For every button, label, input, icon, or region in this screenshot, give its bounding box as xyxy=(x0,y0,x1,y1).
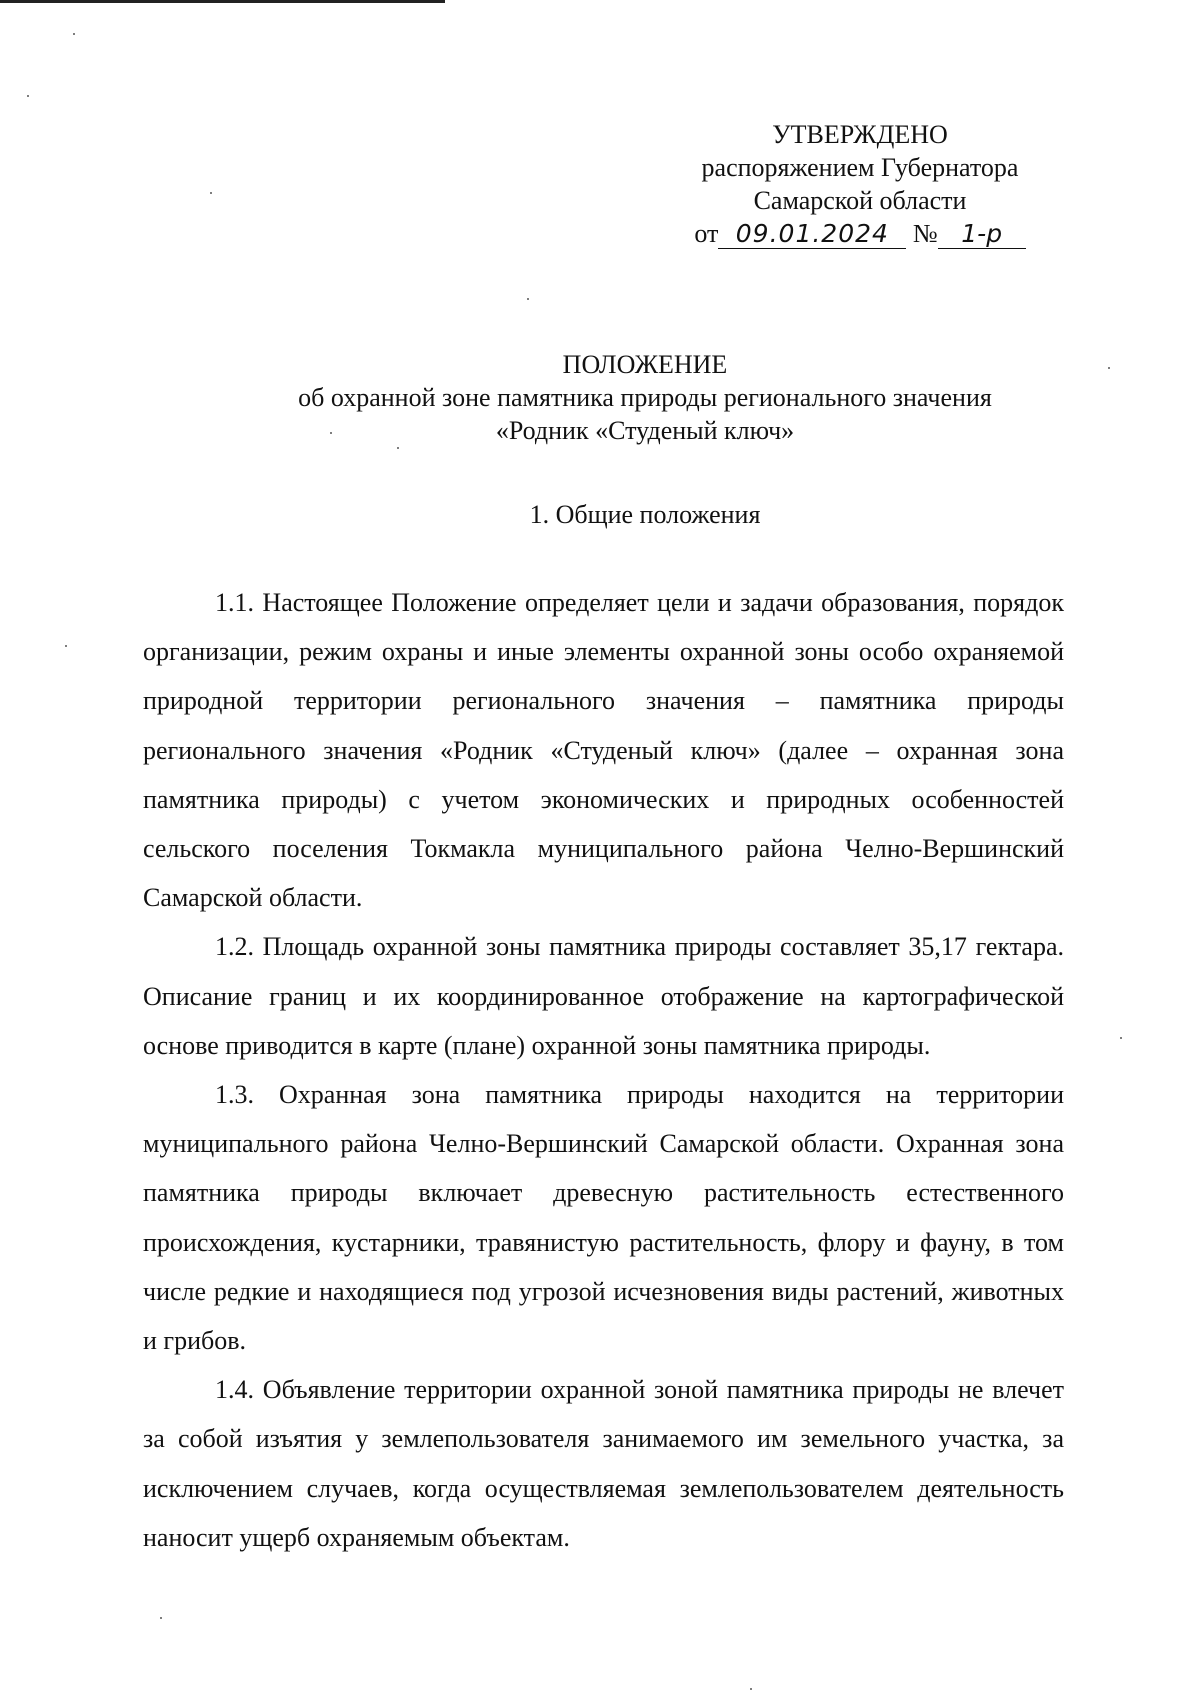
scan-speck xyxy=(750,1688,752,1690)
document-subtitle-line-1: об охранной зоне памятника природы регионального значения xyxy=(298,383,992,412)
scan-speck xyxy=(1120,1037,1122,1039)
approval-region: Самарской области xyxy=(753,186,967,215)
date-prefix: от xyxy=(694,219,719,248)
handwritten-number: 1-р xyxy=(938,220,1026,249)
document-title-block xyxy=(145,348,1145,447)
top-border-line xyxy=(0,0,445,3)
paragraph-1-3: 1.3. Охранная зона памятника природы находится на территории муниципального района Челно-Вершинский Самарской области. Охранная зона памятника природы включает древесную растительность естественного происхождения, кустарники, травянистую растительность, флору и фауну, в том числе редкие и находящиеся под угрозой исчезновения виды растений, животных и грибов. xyxy=(143,1080,1064,1356)
approval-stamp-block xyxy=(680,118,1040,250)
scan-speck xyxy=(65,645,67,647)
scan-speck xyxy=(397,447,399,449)
paragraph-1-1: 1.1. Настоящее Положение определяет цели и задачи образования, порядок организации, режим охраны и иные элементы охранной зоны особо охраняемой природной территории регионального значения – памятника природы регионального значения «Родник «Студеный ключ» (далее – охранная зона памятника природы) с учетом экономических и природных особенностей сельского поселения Токмакла муниципального района Челно-Вершинский Самарской области. xyxy=(143,588,1064,913)
paragraph-1-4: 1.4. Объявление территории охранной зоной памятника природы не влечет за собой изъятия у землепользователя занимаемого им земельного участка, за исключением случаев, когда осуществляемая землепользователем деятельность наносит ущерб охраняемым объектам. xyxy=(143,1375,1064,1552)
approval-title: УТВЕРЖДЕНО xyxy=(772,120,948,149)
scan-speck xyxy=(527,298,529,300)
handwritten-date: 09.01.2024 xyxy=(718,220,906,249)
scan-speck xyxy=(160,1617,162,1619)
approval-date-number-line xyxy=(680,217,1040,250)
scan-speck xyxy=(210,192,212,194)
document-body xyxy=(143,578,1064,1562)
document-title: ПОЛОЖЕНИЕ xyxy=(562,350,728,379)
scan-speck xyxy=(73,33,75,35)
number-prefix: № xyxy=(912,219,938,248)
paragraph-1-2: 1.2. Площадь охранной зоны памятника природы составляет 35,17 гектара. Описание границ и их координированное отображение на картографической основе приводится в карте (плане) охранной зоны памятника природы. xyxy=(143,932,1064,1060)
document-subtitle-line-2: «Родник «Студеный ключ» xyxy=(495,416,795,445)
approval-issuer: распоряжением Губернатора xyxy=(701,153,1019,182)
section-heading: 1. Общие положения xyxy=(529,500,761,529)
scan-speck xyxy=(27,95,29,97)
